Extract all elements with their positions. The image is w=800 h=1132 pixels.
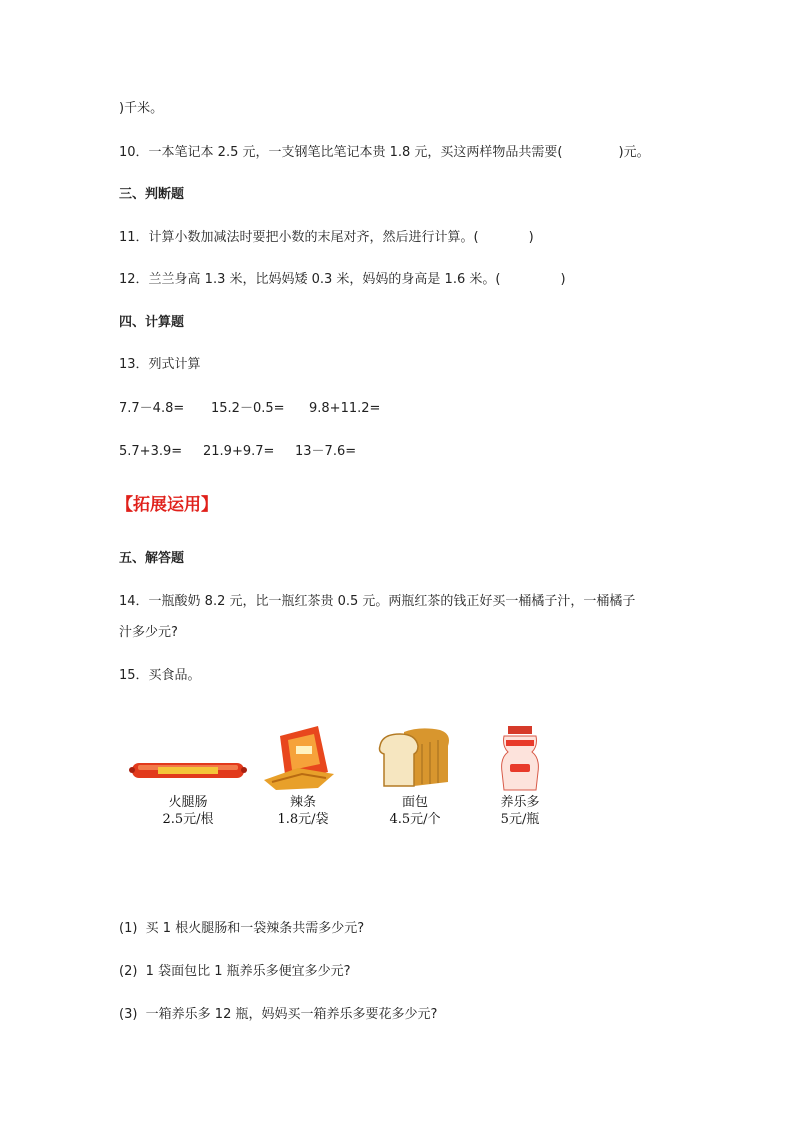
question-11: 11．计算小数加减法时要把小数的末尾对齐，然后进行计算。( )	[119, 230, 534, 245]
yakult-icon	[480, 724, 560, 794]
math-expression: 9.8+11.2=	[309, 401, 381, 416]
question-15: 15．买食品。	[119, 668, 201, 683]
food-price: 5元/瓶	[500, 812, 540, 827]
extension-heading: 【拓展运用】	[116, 495, 218, 515]
food-name: 面包	[401, 795, 428, 810]
math-expression: 5.7+3.9=	[119, 444, 183, 459]
continuation-line: )千米。	[119, 101, 164, 116]
sub-question-2: (2) 1 袋面包比 1 瓶养乐多便宜多少元?	[119, 964, 351, 979]
question-14-line-1: 14．一瓶酸奶 8.2 元，比一瓶红茶贵 0.5 元。两瓶红茶的钱正好买一桶橘子汁，一桶橘子	[119, 594, 636, 609]
food-price: 4.5元/个	[389, 812, 441, 827]
food-item-sausage	[128, 724, 248, 828]
section-heading-calculation: 四、计算题	[119, 315, 185, 330]
food-item-yakult	[480, 724, 560, 828]
sausage-icon	[128, 724, 248, 794]
spicy-strip-icon	[258, 724, 348, 794]
food-name: 辣条	[289, 795, 316, 810]
question-14-line-2: 汁多少元?	[119, 625, 178, 640]
food-price: 2.5元/根	[162, 812, 214, 827]
math-expression: 15.2－0.5=	[211, 401, 285, 416]
question-13: 13．列式计算	[119, 357, 201, 372]
sub-question-1: (1) 买 1 根火腿肠和一袋辣条共需多少元?	[119, 921, 365, 936]
food-name: 火腿肠	[168, 795, 208, 810]
question-12: 12．兰兰身高 1.3 米，比妈妈矮 0.3 米，妈妈的身高是 1.6 米。( )	[119, 272, 566, 287]
section-heading-answer: 五、解答题	[119, 551, 185, 566]
food-name: 养乐多	[500, 795, 540, 810]
sub-question-3: (3) 一箱养乐多 12 瓶，妈妈买一箱养乐多要花多少元?	[119, 1007, 438, 1022]
math-expression: 21.9+9.7=	[203, 444, 275, 459]
food-item-bread	[370, 724, 460, 828]
bread-icon	[370, 724, 460, 794]
food-item-spicy-strip	[258, 724, 348, 828]
section-heading-judgement: 三、判断题	[119, 187, 185, 202]
math-expression: 13－7.6=	[295, 444, 357, 459]
food-price: 1.8元/袋	[277, 812, 329, 827]
question-10: 10．一本笔记本 2.5 元，一支钢笔比笔记本贵 1.8 元，买这两样物品共需要( )元。	[119, 145, 650, 160]
math-expression: 7.7－4.8=	[119, 401, 185, 416]
